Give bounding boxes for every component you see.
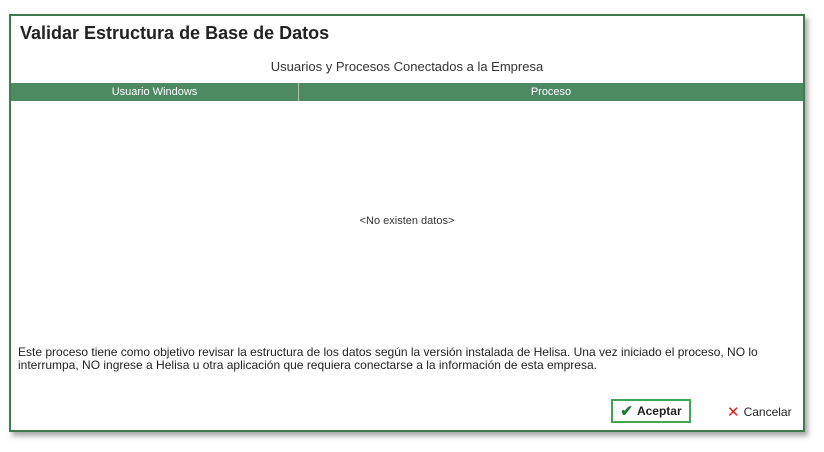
column-header-usuario-windows[interactable]: Usuario Windows [11, 83, 299, 101]
cancel-button[interactable] [727, 404, 792, 420]
accept-button-label: Aceptar [636, 404, 682, 418]
connected-users-grid[interactable] [11, 101, 803, 333]
checkmark-icon: ✔ [620, 402, 633, 420]
dialog-title: Validar Estructura de Base de Datos [20, 23, 330, 43]
column-header-proceso[interactable]: Proceso [530, 86, 572, 98]
process-description: Este proceso tiene como objetivo revisar la estructura de los datos según la versión instalada de Helisa. Una vez iniciado el proceso, NO lo interrumpa, NO ingrese a Helisa u otra aplicación que requiera conectarse a la información de esta empresa. [18, 345, 758, 372]
grid-subtitle: Usuarios y Procesos Conectados a la Empresa [270, 59, 544, 74]
close-icon: ✕ [727, 403, 740, 421]
cancel-button-label: Cancelar [743, 405, 792, 419]
empty-grid-message: <No existen datos> [359, 215, 455, 227]
validate-structure-dialog [9, 14, 805, 432]
grid-header [11, 83, 803, 101]
accept-button[interactable] [611, 399, 691, 423]
